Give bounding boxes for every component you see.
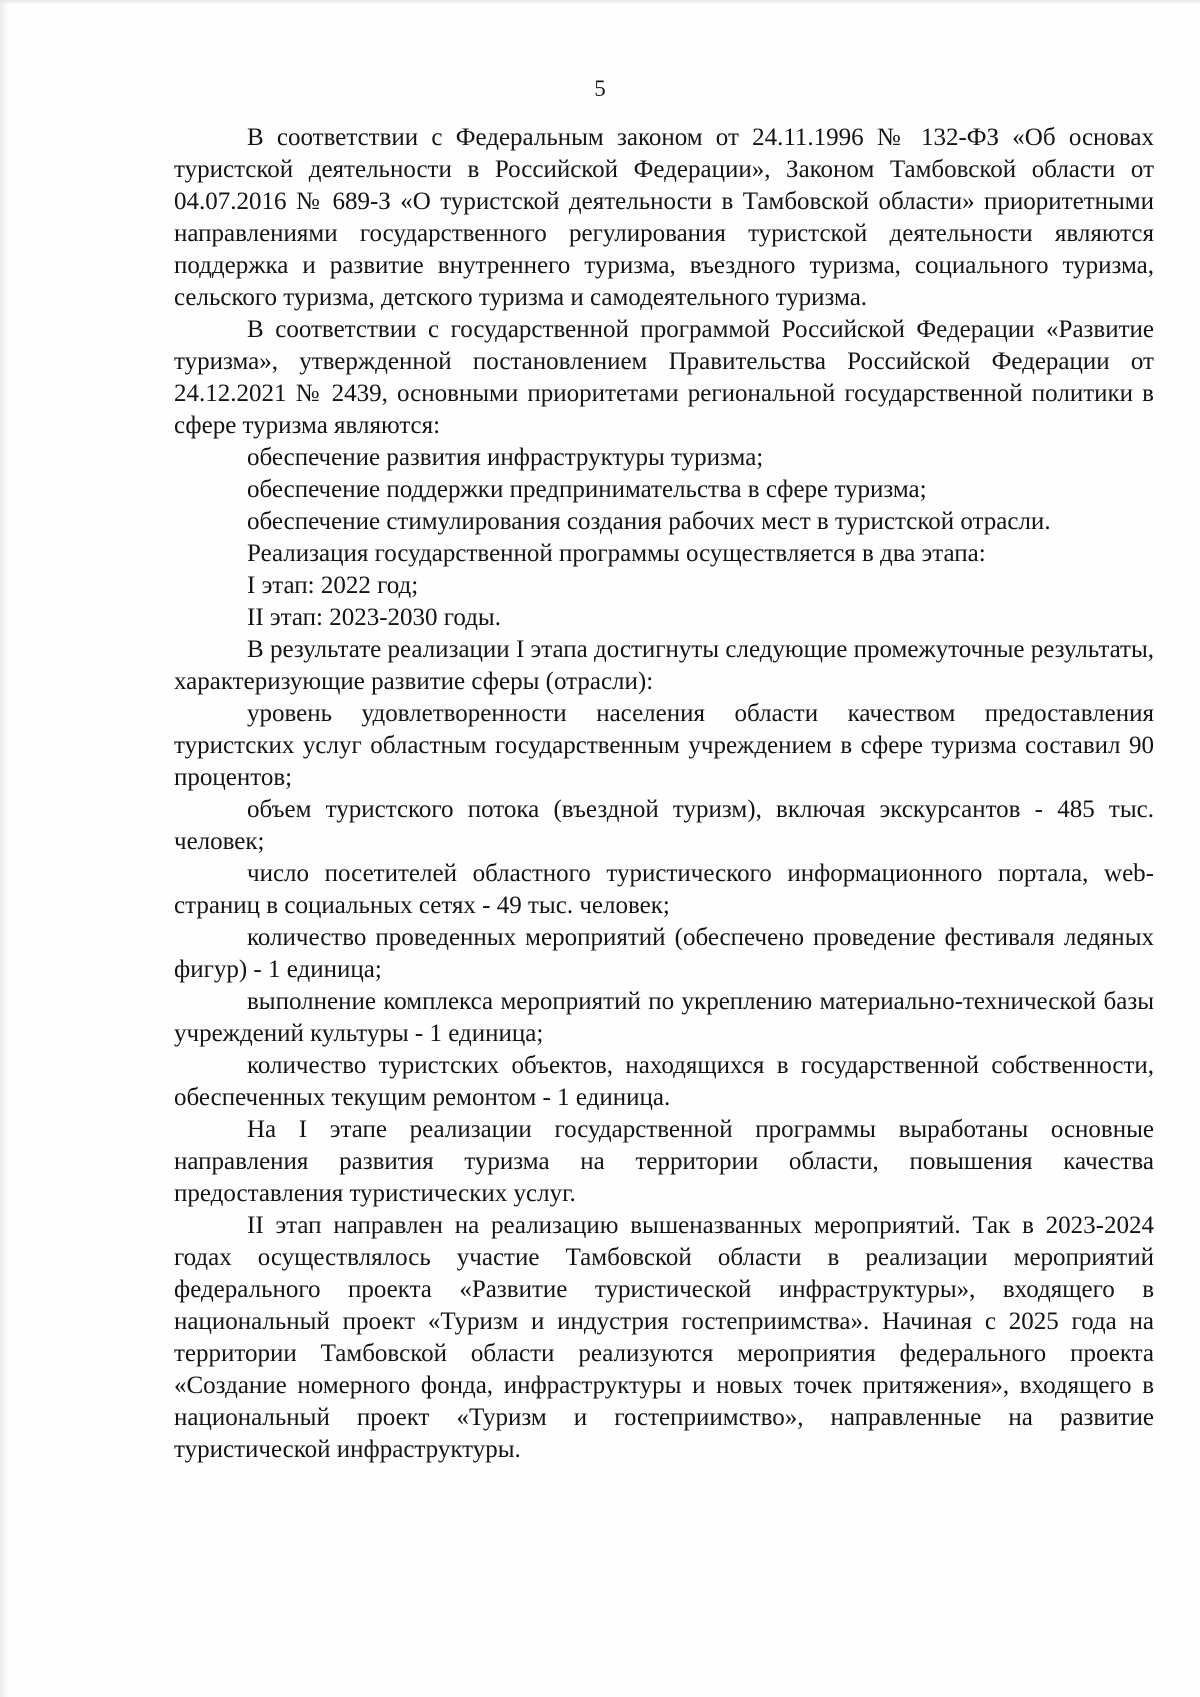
document-body: [174, 122, 1154, 1466]
stage-one: I этап: 2022 год;: [247, 572, 419, 599]
priority-jobs: обеспечение стимулирования создания рабочих мест в туристской отрасли.: [247, 508, 1051, 535]
result-material-base: выполнение комплекса мероприятий по укреплению материально-технической базы учреждений культуры - 1 единица;: [174, 988, 1154, 1047]
paragraph-stage-one-summary: На I этапе реализации государственной программы выработаны основные направления развития туризма на территории области, повышения качества предоставления туристических услуг.: [174, 1116, 1154, 1207]
paragraph-results-intro: В результате реализации I этапа достигнуты следующие промежуточные результаты, характеризующие развитие сферы (отрасли):: [174, 636, 1154, 695]
scan-shadow-top: [0, 0, 1200, 4]
result-tourist-flow: объем туристского потока (въездной туризм), включая экскурсантов - 485 тыс. человек;: [174, 796, 1154, 855]
priority-entrepreneurship: обеспечение поддержки предпринимательства в сфере туризма;: [247, 476, 927, 503]
paragraph-legal-basis: В соответствии с Федеральным законом от 24.11.1996 № 132-ФЗ «Об основах туристской деятельности в Российской Федерации», Законом Тамбовской области от 04.07.2016 № 689-З «О туристской деятельности в Тамбовской области» приоритетными направлениями государственного регулирования туристской деятельности являются поддержка и развитие внутреннего туризма, въездного туризма, социального туризма, сельского туризма, детского туризма и самодеятельного туризма.: [174, 124, 1154, 311]
result-events: количество проведенных мероприятий (обеспечено проведение фестиваля ледяных фигур) - 1 единица;: [174, 924, 1154, 983]
paragraph-state-program: В соответствии с государственной программой Российской Федерации «Развитие туризма», утвержденной постановлением Правительства Российской Федерации от 24.12.2021 № 2439, основными приоритетами региональной государственной политики в сфере туризма являются:: [174, 316, 1154, 439]
scan-shadow-left: [0, 0, 8, 1697]
result-portal-visitors: число посетителей областного туристического информационного портала, web-страниц в социальных сетях - 49 тыс. человек;: [174, 860, 1154, 919]
result-repairs: количество туристских объектов, находящихся в государственной собственности, обеспеченных текущим ремонтом - 1 единица.: [174, 1052, 1154, 1111]
paragraph-stages-intro: Реализация государственной программы осуществляется в два этапа:: [247, 540, 986, 567]
priority-infrastructure: обеспечение развития инфраструктуры туризма;: [247, 444, 764, 471]
stage-two: II этап: 2023-2030 годы.: [247, 604, 501, 631]
result-satisfaction: уровень удовлетворенности населения области качеством предоставления туристских услуг областным государственным учреждением в сфере туризма составил 90 процентов;: [174, 700, 1154, 791]
paragraph-stage-two-summary: II этап направлен на реализацию вышеназванных мероприятий. Так в 2023-2024 годах осуществлялось участие Тамбовской области в реализации мероприятий федерального проекта «Развитие туристической инфраструктуры», входящего в национальный проект «Туризм и индустрия гостеприимства». Начиная с 2025 года на территории Тамбовской области реализуются мероприятия федерального проекта «Создание номерного фонда, инфраструктуры и новых точек притяжения», входящего в национальный проект «Туризм и гостеприимство», направленные на развитие туристической инфраструктуры.: [174, 1212, 1154, 1463]
page-number: 5: [594, 76, 606, 101]
